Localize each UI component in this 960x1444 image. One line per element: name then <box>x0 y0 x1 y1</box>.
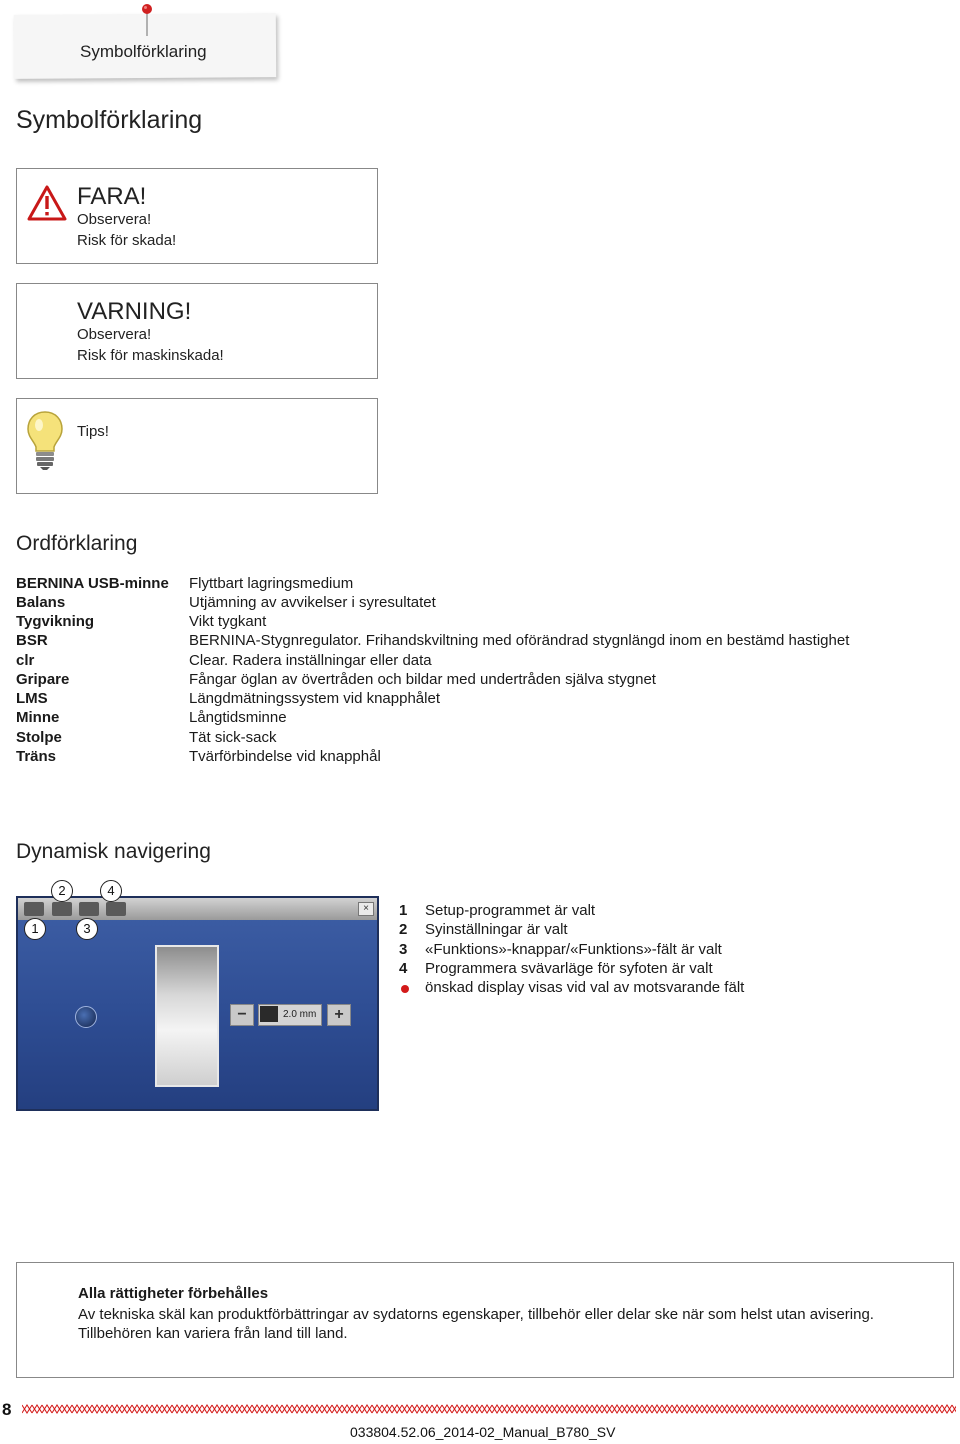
glossary-term: Stolpe <box>16 729 62 746</box>
rights-line-1: Av tekniska skäl kan produktförbättringar av sydatorns egenskaper, tillbehör eller delar ske när som helst utan avisering. <box>78 1306 874 1323</box>
function-tab-icon <box>79 902 99 916</box>
glossary-term: Träns <box>16 748 57 765</box>
minus-button: − <box>230 1004 254 1026</box>
plus-button: + <box>327 1004 351 1026</box>
tips-box <box>16 398 378 494</box>
glossary-definition: Clear. Radera inställningar eller data <box>189 652 432 669</box>
warning-line-2: Risk för maskinskada! <box>77 347 224 364</box>
nav-item-text: Setup-programmet är valt <box>425 902 596 919</box>
nav-item-number: 2 <box>399 921 408 938</box>
glossary-definition: Långtidsminne <box>189 709 287 726</box>
page-title: Symbolförklaring <box>16 106 203 134</box>
pushpin-icon <box>141 2 153 36</box>
danger-title: FARA! <box>77 183 147 210</box>
glossary-title: Ordförklaring <box>16 532 138 555</box>
glossary-term: Tygvikning <box>16 613 95 630</box>
glossary-definition: Flyttbart lagringsmedium <box>189 575 354 592</box>
danger-line-2: Risk för skada! <box>77 232 177 249</box>
glossary-definition: Tvärförbindelse vid knapphål <box>189 748 381 765</box>
tips-title: Tips! <box>77 423 109 440</box>
danger-box <box>16 168 378 264</box>
glossary-term: BERNINA USB-minne <box>16 575 169 592</box>
header-tab-title: Symbolförklaring <box>80 42 207 61</box>
nav-item-text: Syinställningar är valt <box>425 921 568 938</box>
nav-item-text: «Funktions»-knappar/«Funktions»-fält är valt <box>425 941 722 958</box>
glossary-definition: Längdmätningssystem vid knapphålet <box>189 690 440 707</box>
round-function-icon <box>75 1006 97 1028</box>
close-icon: × <box>358 902 374 916</box>
glossary-term: Gripare <box>16 671 70 688</box>
rights-line-2: Tillbehören kan variera från land till land. <box>78 1325 348 1342</box>
glossary-definition: Tät sick-sack <box>189 729 277 746</box>
warning-triangle-icon <box>27 185 67 221</box>
lightbulb-icon <box>25 409 65 471</box>
document-id: 033804.52.06_2014-02_Manual_B780_SV <box>350 1424 616 1440</box>
presser-foot-tab-icon <box>106 902 126 916</box>
glossary-definition: Utjämning av avvikelser i syresultatet <box>189 594 436 611</box>
decorative-border <box>22 1403 956 1415</box>
glossary-term: clr <box>16 652 35 669</box>
warning-line-1: Observera! <box>77 326 152 343</box>
rights-title: Alla rättigheter förbehålles <box>78 1285 269 1302</box>
glossary-definition: Fångar öglan av övertråden och bildar med undertråden själva stygnet <box>189 671 656 688</box>
nav-item-text: Programmera svävarläge för syfoten är valt <box>425 960 713 977</box>
warning-box <box>16 283 378 379</box>
callout-2: 2 <box>51 880 73 902</box>
nav-item-number: 3 <box>399 941 408 958</box>
danger-line-1: Observera! <box>77 211 152 228</box>
setup-tab-icon <box>24 902 44 916</box>
nav-item-number: 1 <box>399 902 408 919</box>
nav-item-number: 4 <box>399 960 408 977</box>
warning-title: VARNING! <box>77 298 192 325</box>
callout-3: 3 <box>76 918 98 940</box>
glossary-term: Balans <box>16 594 66 611</box>
red-bullet-icon <box>401 985 409 993</box>
nav-bullet-text: önskad display visas vid val av motsvarande fält <box>425 979 745 996</box>
callout-1: 1 <box>24 918 46 940</box>
callout-4: 4 <box>100 880 122 902</box>
presser-foot-height-icon <box>260 1006 278 1022</box>
glossary-term: LMS <box>16 690 48 707</box>
page-number: 8 <box>2 1400 12 1419</box>
presser-foot-photo <box>155 945 219 1087</box>
glossary-definition: Vikt tygkant <box>189 613 267 630</box>
glossary-term: BSR <box>16 632 48 649</box>
value-display: 2.0 mm <box>258 1004 322 1026</box>
glossary-term: Minne <box>16 709 60 726</box>
navigation-title: Dynamisk navigering <box>16 840 211 863</box>
settings-tab-icon <box>52 902 72 916</box>
glossary-definition: BERNINA-Stygnregulator. Frihandskviltning med oförändrad stygnlängd inom en bestämd hastighet <box>189 632 850 649</box>
